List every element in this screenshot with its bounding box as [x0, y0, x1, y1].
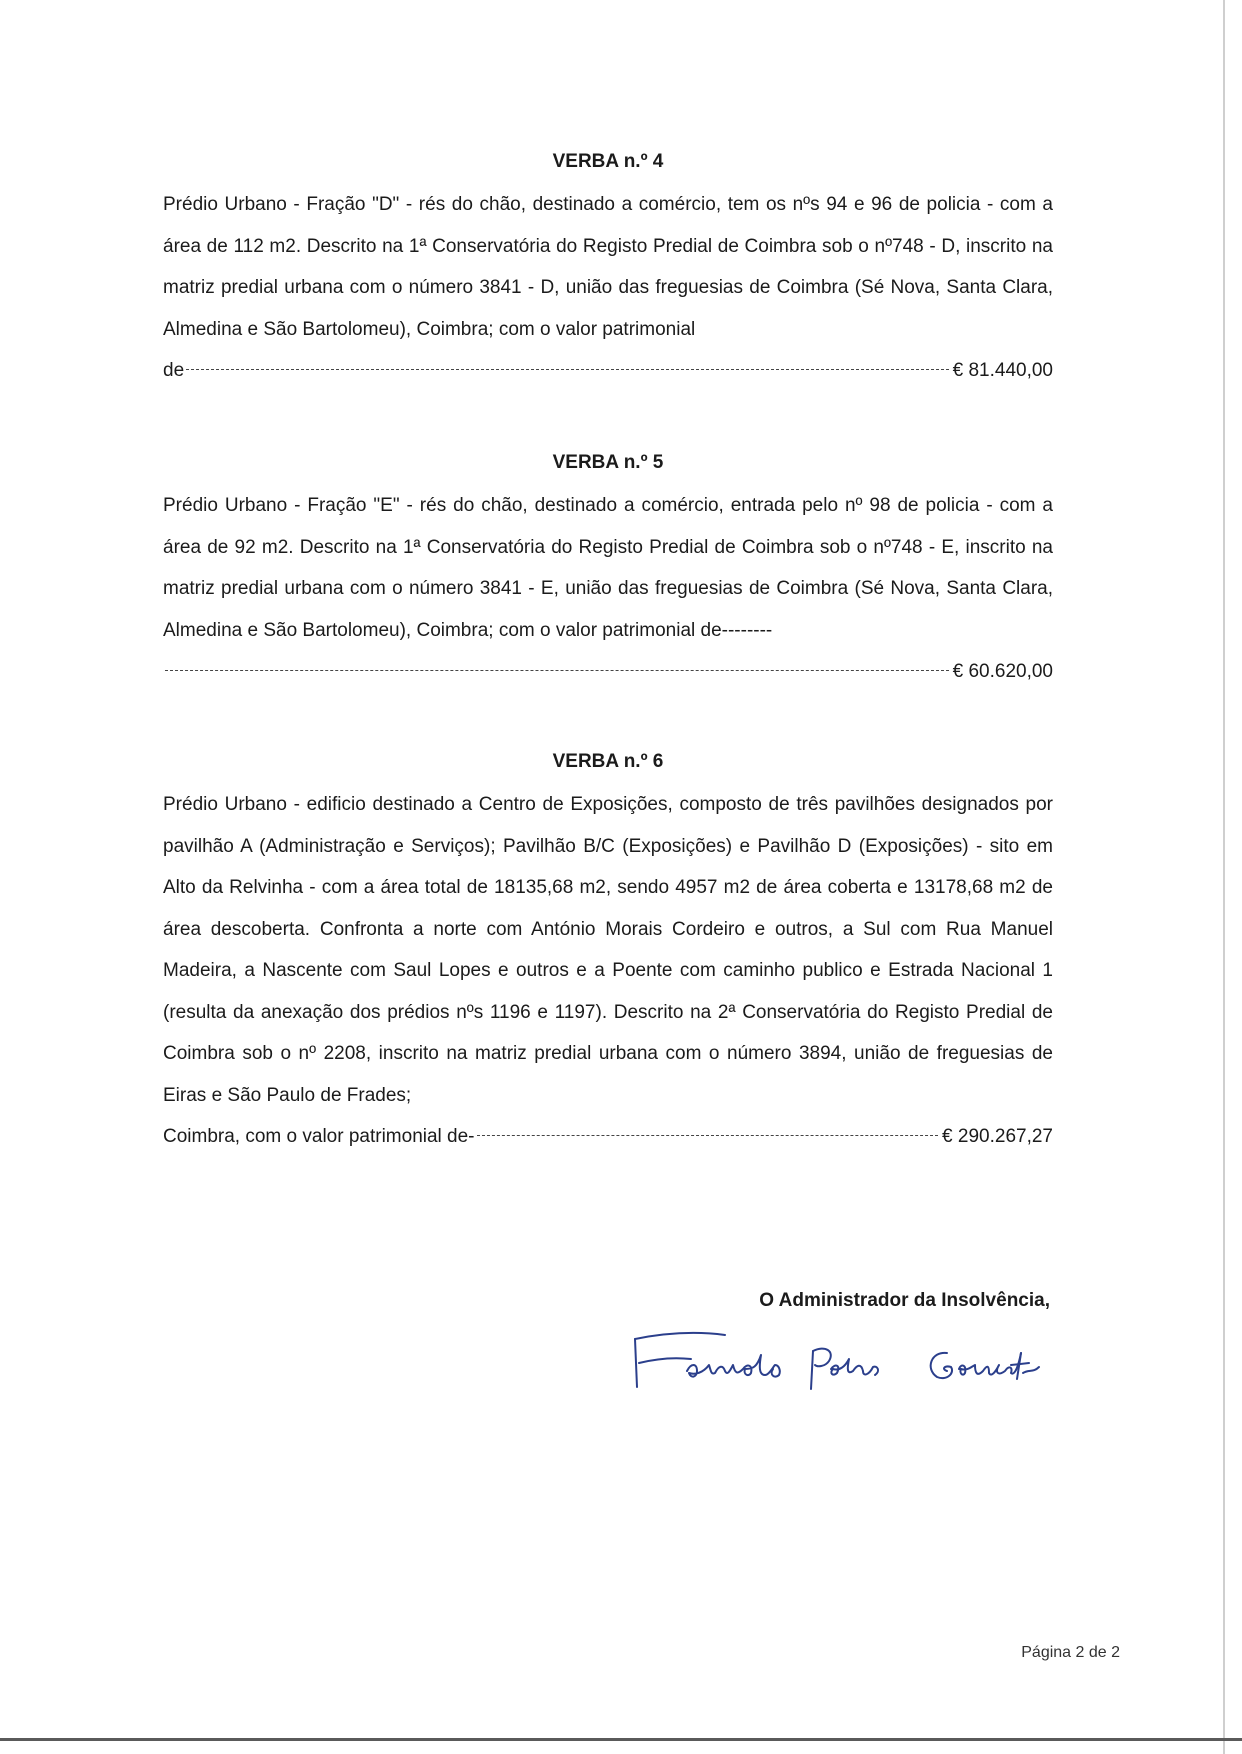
scan-right-edge	[1223, 0, 1225, 1754]
verba-6-body: Prédio Urbano - edificio destinado a Centro de Exposições, composto de três pavilhões designados por pavilhão A (Administração e Serviços); Pavilhão B/C (Exposições) e Pavilhão D (Exposições) - sito em Alto da Relvinha - com a área total de 18135,68 m2, sendo 4957 m2 de área coberta e 13178,68 m2 de área descoberta. Confronta a norte com António Morais Cordeiro e outros, a Sul com Rua Manuel Madeira, a Nascente com Saul Lopes e outros e a Poente com caminho publico e Estrada Nacional 1 (resulta da anexação dos prédios nºs 1196 e 1197). Descrito na 2ª Conservatória do Registo Predial de Coimbra sob o nº 2208, inscrito na matriz predial urbana com o número 3894, união de freguesias de Eiras e São Paulo de Frades;	[163, 794, 1053, 1106]
verba-4	[163, 150, 1053, 392]
verba-6-value-line	[163, 1116, 1053, 1158]
verba-6-leader-text: Coimbra, com o valor patrimonial de-	[163, 1126, 475, 1147]
verba-6-dotted-leader	[477, 1135, 939, 1136]
scan-bottom-edge	[0, 1738, 1242, 1741]
verba-4-title: VERBA n.º 4	[552, 151, 664, 172]
verba-5-dotted-leader	[165, 670, 949, 671]
verba-4-dotted-leader	[186, 369, 948, 370]
verba-5-value: € 60.620,00	[952, 661, 1053, 682]
verba-6-title: VERBA n.º 6	[552, 751, 664, 772]
verba-6	[163, 750, 1053, 1158]
handwritten-signature	[625, 1325, 1105, 1405]
administrator-title: O Administrador da Insolvência,	[759, 1290, 1050, 1311]
verba-4-value-line	[163, 350, 1053, 392]
verba-4-value: € 81.440,00	[952, 360, 1053, 381]
verba-6-value: € 290.267,27	[942, 1126, 1053, 1147]
verba-5-value-line	[163, 651, 1053, 693]
verba-4-leader-text: de	[163, 360, 185, 381]
verba-5-body: Prédio Urbano - Fração "E" - rés do chão, destinado a comércio, entrada pelo nº 98 de policia - com a área de 92 m2. Descrito na 1ª Conservatória do Registo Predial de Coimbra sob o nº748 - E, inscrito na matriz predial urbana com o número 3841 - E, união das freguesias de Coimbra (Sé Nova, Santa Clara, Almedina e São Bartolomeu), Coimbra; com o valor patrimonial de--------	[163, 495, 1053, 641]
verba-5-title: VERBA n.º 5	[552, 452, 664, 473]
verba-4-body: Prédio Urbano - Fração "D" - rés do chão, destinado a comércio, tem os nºs 94 e 96 de policia - com a área de 112 m2. Descrito na 1ª Conservatória do Registo Predial de Coimbra sob o nº748 - D, inscrito na matriz predial urbana com o número 3841 - D, união das freguesias de Coimbra (Sé Nova, Santa Clara, Almedina e São Bartolomeu), Coimbra; com o valor patrimonial	[163, 194, 1053, 340]
page-number: Página 2 de 2	[1021, 1644, 1120, 1661]
verba-5	[163, 451, 1053, 693]
